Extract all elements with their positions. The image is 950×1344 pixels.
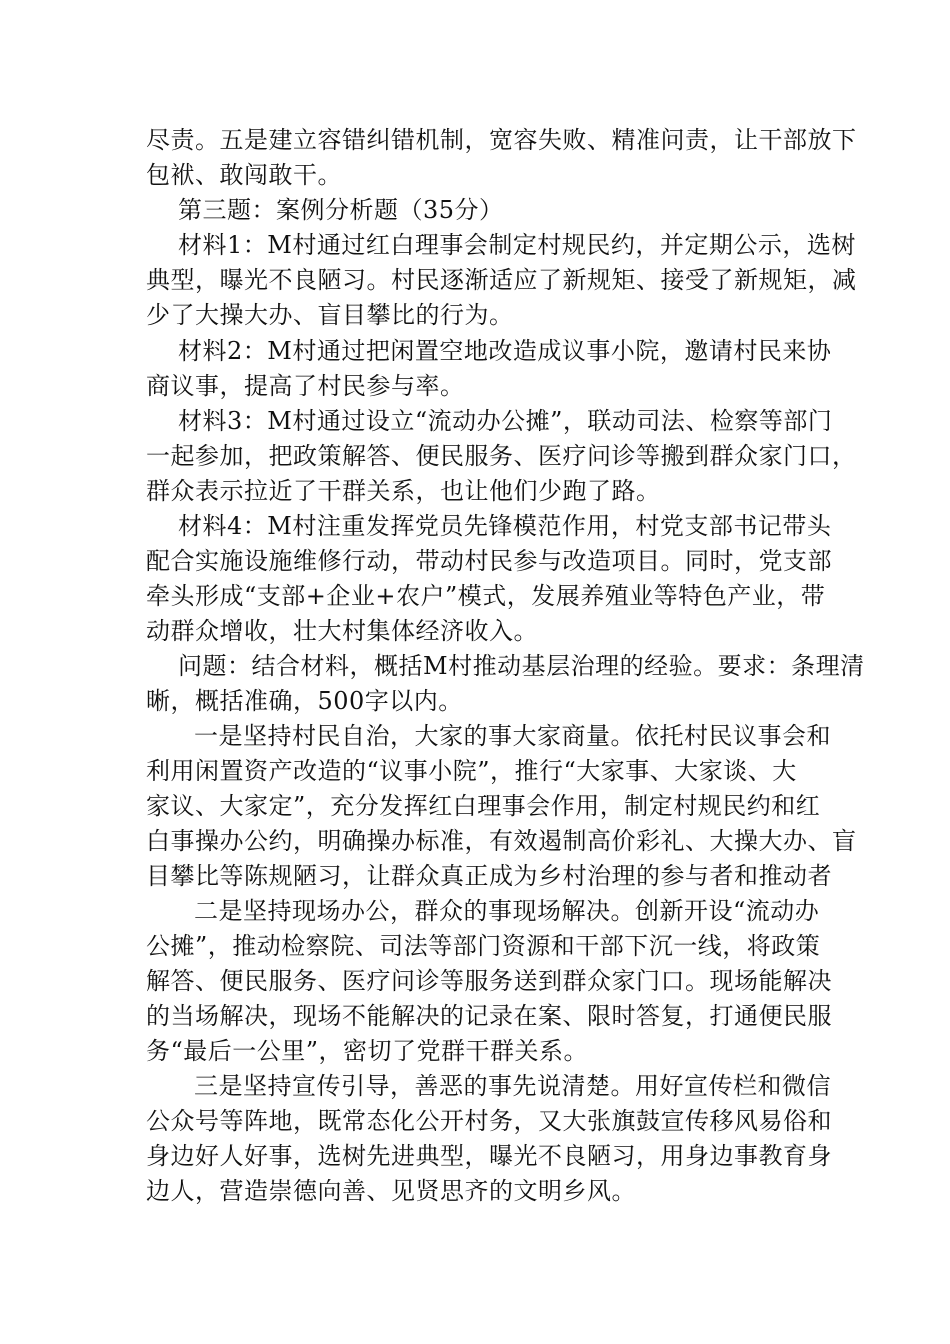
text-line: 二是坚持现场办公，群众的事现场解决。创新开设“流动办 [194, 897, 820, 925]
text-line: 包袱、敢闯敢干。 [146, 161, 342, 189]
text-line: 少了大操大办、盲目攀比的行为。 [146, 301, 514, 329]
text-line: 家议、大家定”，充分发挥红白理事会作用，制定村规民约和红 [146, 792, 821, 820]
text-line: 务“最后一公里”，密切了党群干群关系。 [146, 1037, 589, 1065]
text-line: 白事操办公约，明确操办标准，有效遏制高价彩礼、大操大办、盲 [146, 827, 857, 855]
text-line: 牵头形成“支部+企业+农户”模式，发展养殖业等特色产业，带 [146, 582, 826, 610]
text-line: 材料4：M村注重发挥党员先锋模范作用，村党支部书记带头 [178, 512, 832, 540]
text-line: 解答、便民服务、医疗问诊等服务送到群众家门口。现场能解决 [146, 967, 832, 995]
text-line: 一是坚持村民自治，大家的事大家商量。依托村民议事会和 [194, 722, 831, 750]
text-line: 商议事，提高了村民参与率。 [146, 372, 465, 400]
text-line: 公摊”，推动检察院、司法等部门资源和干部下沉一线，将政策 [146, 932, 821, 960]
text-line: 一起参加，把政策解答、便民服务、医疗问诊等搬到群众家门口， [146, 442, 857, 470]
text-line: 公众号等阵地，既常态化公开村务，又大张旗鼓宣传移风易俗和 [146, 1107, 832, 1135]
text-line: 问题：结合材料，概括M村推动基层治理的经验。要求：条理清 [178, 652, 865, 680]
text-line: 典型，曝光不良陋习。村民逐渐适应了新规矩、接受了新规矩，减 [146, 266, 857, 294]
text-line: 身边好人好事，选树先进典型，曝光不良陋习，用身边事教育身 [146, 1142, 832, 1170]
text-line: 材料2：M村通过把闲置空地改造成议事小院，邀请村民来协 [178, 337, 832, 365]
text-line: 晰，概括准确，500字以内。 [146, 687, 463, 715]
text-line: 动群众增收，壮大村集体经济收入。 [146, 617, 538, 645]
text-line: 尽责。五是建立容错纠错机制，宽容失败、精准问责，让干部放下 [146, 126, 857, 154]
text-line: 目攀比等陈规陋习，让群众真正成为乡村治理的参与者和推动者 [146, 862, 832, 890]
text-line: 边人，营造崇德向善、见贤思齐的文明乡风。 [146, 1177, 636, 1205]
text-line: 三是坚持宣传引导，善恶的事先说清楚。用好宣传栏和微信 [194, 1072, 831, 1100]
section-heading: 第三题：案例分析题（35分） [178, 196, 504, 224]
text-line: 材料1：M村通过红白理事会制定村规民约，并定期公示，选树 [178, 231, 856, 259]
text-line: 材料3：M村通过设立“流动办公摊”，联动司法、检察等部门 [178, 407, 833, 435]
text-line: 群众表示拉近了干群关系，也让他们少跑了路。 [146, 477, 661, 505]
text-line: 配合实施设施维修行动，带动村民参与改造项目。同时，党支部 [146, 547, 832, 575]
text-line: 的当场解决，现场不能解决的记录在案、限时答复，打通便民服 [146, 1002, 832, 1030]
text-line: 利用闲置资产改造的“议事小院”，推行“大家事、大家谈、大 [146, 757, 797, 785]
